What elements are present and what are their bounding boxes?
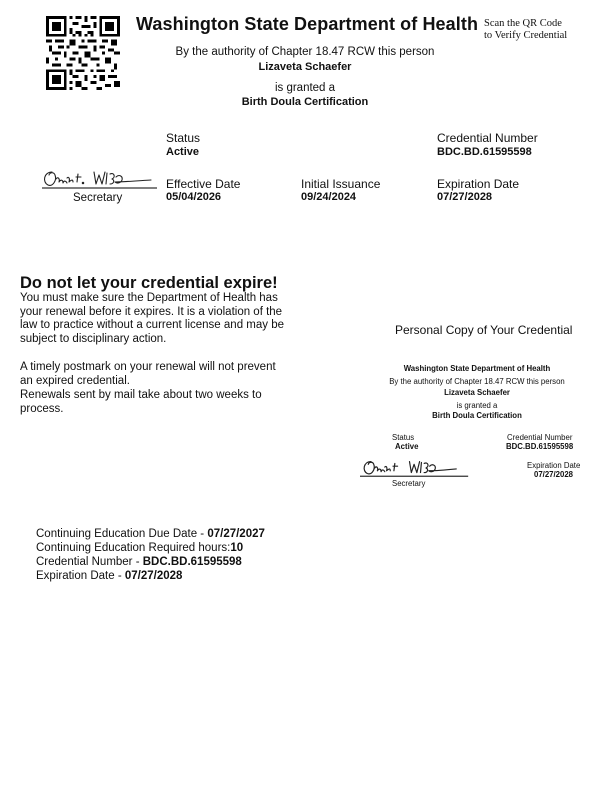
- notice-paragraph-1: You must make sure the Department of Health has your renewal before it expires. It is a violation of the law to practice without a current license and may be subject to disciplinary action.: [20, 292, 284, 345]
- scan-note: [484, 18, 567, 42]
- ce-required-hours: [36, 542, 243, 554]
- credential-type: Birth Doula Certification: [241, 96, 369, 108]
- notice-title: Do not let your credential expire!: [20, 274, 278, 292]
- ce-due-date-value: 07/27/2027: [207, 528, 265, 540]
- personal-copy-heading: Personal Copy of Your Credential: [395, 323, 573, 337]
- effective-date-label: Effective Date: [166, 177, 241, 191]
- granted-text: is granted a: [274, 82, 336, 94]
- wallet-title: Washington State Department of Health: [403, 364, 551, 373]
- ce-required-hours-value: 10: [230, 542, 244, 554]
- expiration-date-label: Expiration Date: [437, 177, 520, 191]
- wallet-status-label: Status: [392, 433, 415, 442]
- credential-number-value: BDC.BD.61595598: [437, 146, 532, 158]
- authority-text: By the authority of Chapter 18.47 RCW this person: [175, 46, 435, 58]
- ce-credential-number-value: BDC.BD.61595598: [142, 556, 242, 568]
- ce-credential-number: [36, 556, 242, 568]
- page-title: Washington State Department of Health: [136, 14, 479, 34]
- wallet-holder-name: Lizaveta Schaefer: [444, 388, 510, 397]
- ce-credential-number-label: Credential Number -: [36, 556, 143, 568]
- qr-code-icon[interactable]: [46, 16, 120, 90]
- wallet-authority: By the authority of Chapter 18.47 RCW this person: [389, 377, 565, 386]
- ce-due-date-label: Continuing Education Due Date -: [36, 528, 208, 540]
- credential-number-label: Credential Number: [437, 131, 538, 145]
- ce-due-date: [36, 528, 265, 540]
- status-value: Active: [166, 146, 200, 158]
- wallet-secretary-label: Secretary: [392, 479, 426, 488]
- notice-paragraph-3: Renewals sent by mail take about two weeks to process.: [20, 389, 262, 415]
- wallet-granted-text: is granted a: [456, 401, 498, 410]
- status-label: Status: [166, 131, 201, 145]
- initial-issuance-value: 09/24/2024: [301, 191, 357, 203]
- ce-required-hours-label: Continuing Education Required hours:: [36, 542, 231, 554]
- notice-paragraph-2: A timely postmark on your renewal will not prevent an expired credential.: [20, 361, 276, 387]
- wallet-status-value: Active: [395, 442, 419, 451]
- holder-name: Lizaveta Schaefer: [258, 61, 352, 73]
- wallet-credential-number-value: BDC.BD.61595598: [506, 442, 574, 451]
- wallet-credential-number-label: Credential Number: [507, 433, 573, 442]
- scan-note-line1: Scan the QR Code: [484, 18, 562, 29]
- ce-expiration-date-value: 07/27/2028: [124, 570, 183, 582]
- initial-issuance-label: Initial Issuance: [301, 177, 381, 191]
- scan-note-line2: to Verify Credential: [484, 30, 568, 41]
- ce-expiration-date: [36, 570, 182, 582]
- wallet-expiration-label: Expiration Date: [527, 461, 581, 470]
- ce-expiration-date-label: Expiration Date -: [36, 570, 125, 582]
- wallet-credential-type: Birth Doula Certification: [432, 411, 522, 420]
- secretary-label: Secretary: [73, 192, 123, 204]
- effective-date-value: 05/04/2026: [166, 191, 222, 203]
- wallet-expiration-value: 07/27/2028: [534, 470, 574, 479]
- expiration-date-value: 07/27/2028: [437, 191, 493, 203]
